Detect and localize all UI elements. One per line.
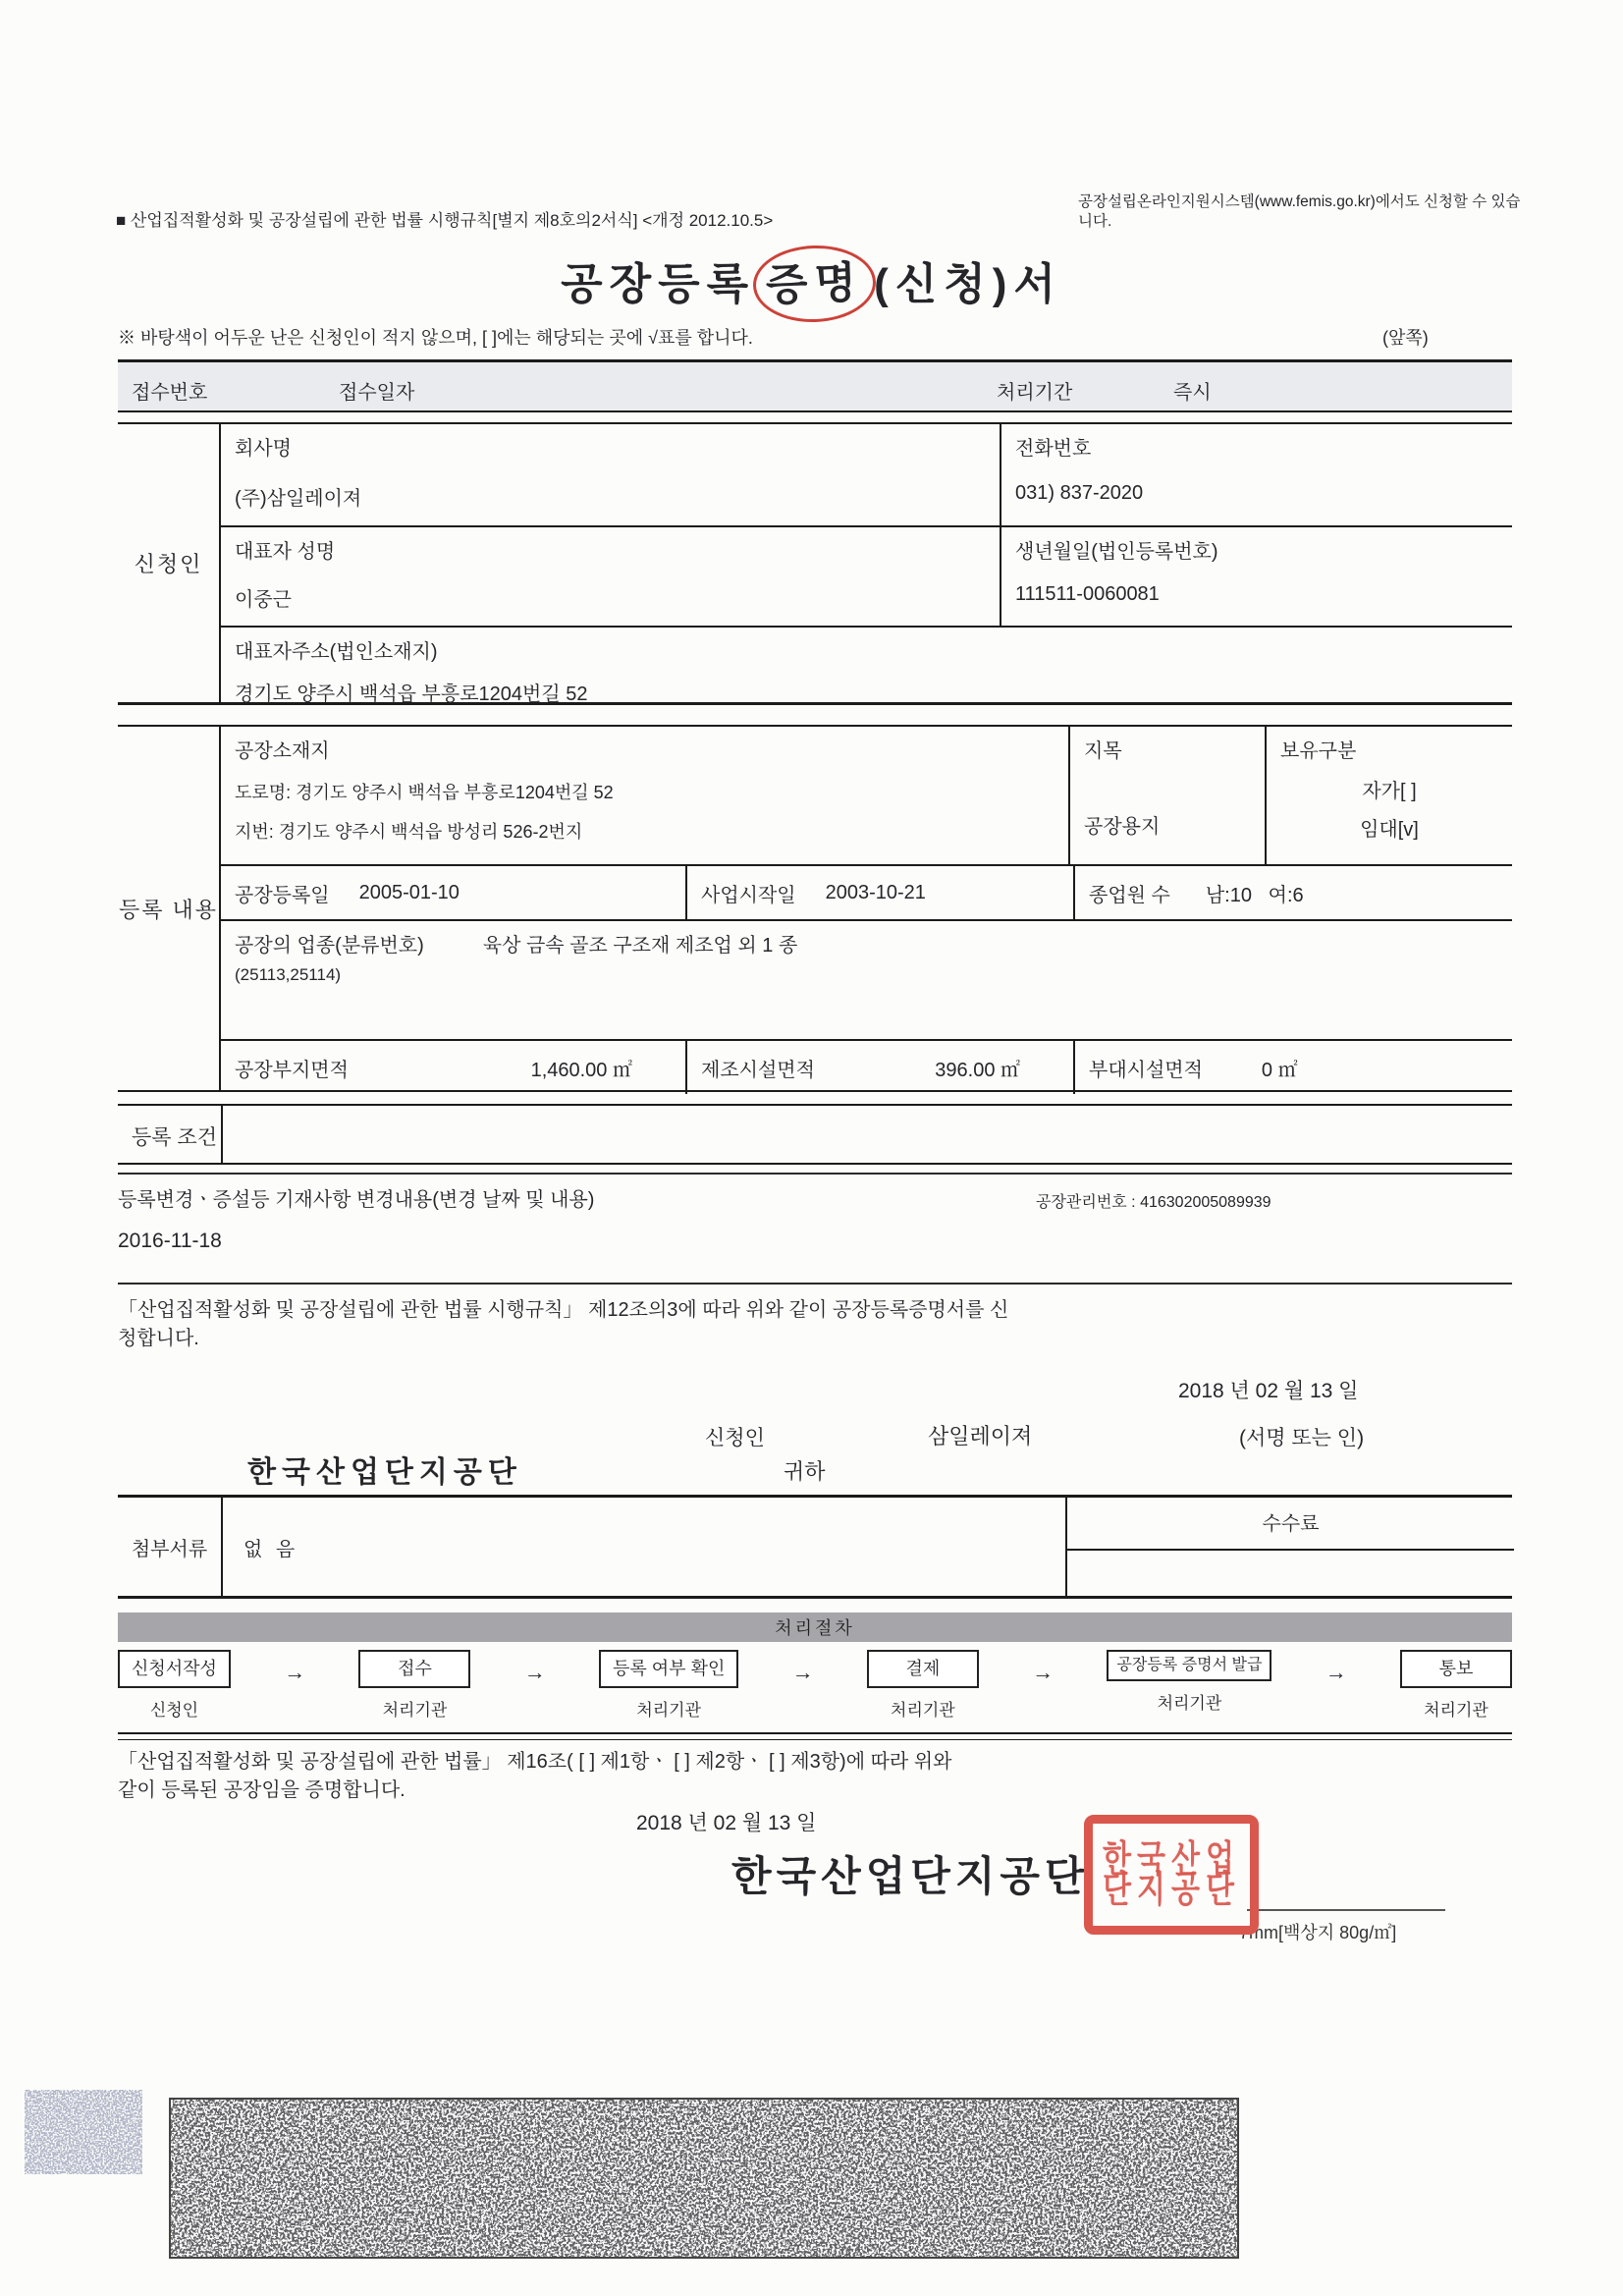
process-step-actor: 처리기관: [891, 1700, 955, 1720]
process-step-3: [599, 1650, 738, 1721]
form-reference-text: ■ 산업집적활성화 및 공장설립에 관한 법률 시행규칙[별지 제8호의2서식] <개정 2012.10.5>: [116, 211, 774, 230]
divider: [1067, 1549, 1514, 1551]
application-date: 2018 년 02 월 13 일: [1178, 1380, 1359, 1402]
paper-spec-text: 7mm[백상지 80g/㎡]: [1239, 1923, 1397, 1942]
registration-conditions-row: [118, 1104, 1512, 1165]
ceo-name-label: 대표자 성명: [235, 541, 336, 563]
site-area-value: 1,460.00 ㎡: [530, 1059, 632, 1081]
certification-statement-line1: 「산업집적활성화 및 공장설립에 관한 법률」 제16조( [ ] 제1항ㆍ [ ] 제2항ㆍ [ ] 제3항)에 따라 위와: [118, 1751, 952, 1773]
divider: [118, 1173, 1512, 1175]
recipient-honorific: 귀하: [784, 1459, 826, 1484]
birth-corpno-value: 111511-0060081: [1015, 583, 1160, 605]
industry-label: 공장의 업종(분류번호): [235, 935, 424, 957]
process-step-6: [1400, 1650, 1512, 1721]
applicant-name: 삼일레이져: [928, 1424, 1033, 1449]
divider: [118, 1283, 1512, 1285]
scan-artifact-block: [25, 2090, 142, 2174]
divider: [118, 1739, 1512, 1740]
fee-column: [1065, 1498, 1514, 1596]
process-step-5: [1107, 1650, 1271, 1714]
process-step-1: [118, 1650, 231, 1721]
ceo-name-value: 이중근: [235, 589, 292, 611]
process-header-bar: 처리절차: [118, 1613, 1512, 1642]
aux-area-label: 부대시설면적: [1089, 1059, 1203, 1081]
site-area-label: 공장부지면적: [235, 1059, 349, 1081]
phone-value: 031) 837-2020: [1015, 482, 1144, 504]
receipt-date-label: 접수일자: [339, 382, 415, 404]
processing-period-value: 즉시: [1173, 382, 1212, 404]
birth-corpno-label: 생년월일(법인등록번호): [1015, 541, 1218, 563]
certification-date: 2018 년 02 월 13 일: [636, 1812, 817, 1834]
divider: [1247, 1909, 1445, 1911]
biz-start-label: 사업시작일: [701, 884, 796, 906]
seal-text-row: 한국산업: [1103, 1838, 1240, 1880]
title-post: (신청)서: [874, 260, 1062, 308]
industry-value: 육상 금속 골조 구조재 제조업 외 1 종: [482, 935, 798, 957]
process-step-actor: 처리기관: [636, 1700, 702, 1720]
divider: [221, 1106, 223, 1163]
applicant-label: 신청인: [705, 1427, 765, 1449]
registration-conditions-label: 등록 조건: [132, 1126, 217, 1149]
attachments-value: 없 음: [243, 1539, 299, 1560]
process-flow: [118, 1650, 1512, 1732]
arrow-right-icon: →: [1032, 1660, 1055, 1684]
ownership-own: 자가[ ]: [1362, 781, 1417, 802]
certification-statement: [118, 1748, 1522, 1805]
process-step-box: 결제: [867, 1650, 979, 1688]
mfg-area-value: 396.00 ㎡: [935, 1059, 1020, 1081]
applicant-section-label: 신청인: [118, 424, 221, 702]
document-title: [0, 246, 1623, 322]
process-step-2: [358, 1650, 470, 1721]
process-step-actor: 신청인: [149, 1700, 199, 1720]
seal-text-row: 단지공단: [1103, 1869, 1240, 1911]
title-pre: 공장등록: [561, 260, 756, 308]
reception-row: [118, 359, 1512, 412]
mfg-area-label: 제조시설면적: [701, 1059, 815, 1081]
ceo-address-value: 경기도 양주시 백석읍 부흥로1204번길 52: [235, 683, 588, 705]
process-step-box: 접수: [358, 1650, 470, 1688]
fee-label: 수수료: [1262, 1513, 1320, 1535]
changes-label: 등록변경ㆍ증설등 기재사항 변경내용(변경 날짜 및 내용): [118, 1189, 595, 1211]
issuer-organization: 한국산업단지공단: [731, 1853, 1090, 1899]
jibun-address: 지번: 경기도 양주시 백석읍 방성리 526-2번지: [235, 822, 583, 842]
phone-label: 전화번호: [1015, 438, 1092, 460]
factory-management-number: 공장관리번호 : 416302005089939: [1036, 1194, 1271, 1211]
signature-or-seal-label: (서명 또는 인): [1239, 1427, 1365, 1449]
official-seal-stamp: [1084, 1815, 1259, 1935]
process-step-box: 공장등록 증명서 발급: [1107, 1650, 1271, 1681]
land-category-label: 지목: [1084, 740, 1122, 762]
ownership-label: 보유구분: [1280, 740, 1357, 762]
industry-codes: (25113,25114): [235, 965, 342, 984]
factory-location-label: 공장소재지: [235, 740, 330, 762]
arrow-right-icon: →: [791, 1660, 814, 1684]
fill-instruction-note: ※ 바탕색이 어두운 난은 신청인이 적지 않으며, [ ]에는 해당되는 곳에 √표를 합니다.: [118, 328, 753, 348]
arrow-right-icon: →: [523, 1660, 546, 1684]
reg-date-label: 공장등록일: [235, 884, 330, 906]
process-step-box: 등록 여부 확인: [599, 1650, 738, 1688]
company-name-label: 회사명: [235, 438, 292, 460]
applicant-section: [118, 422, 1512, 705]
process-step-actor: 처리기관: [1157, 1694, 1222, 1714]
employees-value: 남:10 여:6: [1205, 884, 1304, 906]
process-step-4: [867, 1650, 979, 1721]
reg-date-value: 2005-01-10: [358, 881, 460, 903]
front-side-label: (앞쪽): [1382, 328, 1429, 348]
application-statement: [118, 1296, 1522, 1353]
processing-period-label: 처리기간: [997, 382, 1073, 404]
ceo-address-label: 대표자주소(법인소재지): [235, 641, 438, 663]
arrow-right-icon: →: [1325, 1660, 1347, 1684]
certification-statement-line2: 같이 등록된 공장임을 증명합니다.: [118, 1779, 406, 1801]
application-statement-line1: 「산업집적활성화 및 공장설립에 관한 법률 시행규칙」 제12조의3에 따라 위와 같이 공장등록증명서를 신: [118, 1299, 1009, 1321]
change-date: 2016-11-18: [118, 1230, 222, 1252]
attachments-table: [118, 1495, 1512, 1599]
road-address: 도로명: 경기도 양주시 백석읍 부흥로1204번길 52: [235, 783, 614, 802]
online-system-notice: 공장설립온라인지원시스템(www.femis.go.kr)에서도 신청할 수 있습니다.: [1078, 193, 1521, 231]
arrow-right-icon: →: [284, 1660, 306, 1684]
process-step-actor: 처리기관: [1424, 1700, 1488, 1720]
receipt-no-label: 접수번호: [132, 382, 208, 404]
recipient-organization: 한국산업단지공단: [247, 1456, 522, 1489]
divider: [118, 1732, 1512, 1734]
registration-section-label: 등록 내용: [118, 727, 221, 1090]
aux-area-value: 0 ㎡: [1261, 1059, 1298, 1081]
land-category-value: 공장용지: [1084, 816, 1161, 838]
attachments-label: 첨부서류: [118, 1498, 223, 1596]
biz-start-value: 2003-10-21: [825, 881, 926, 903]
scan-noise-band: [169, 2098, 1239, 2259]
application-statement-line2: 청합니다.: [118, 1328, 199, 1349]
process-step-box: 통보: [1400, 1650, 1512, 1688]
red-circle-annotation: 증명: [752, 244, 878, 324]
company-name-value: (주)삼일레이져: [235, 488, 362, 510]
employees-label: 종업원 수: [1089, 884, 1170, 906]
process-step-box: 신청서작성: [118, 1650, 231, 1688]
ownership-lease: 임대[v]: [1360, 819, 1419, 841]
registration-section: [118, 725, 1512, 1092]
process-step-actor: 처리기관: [382, 1700, 448, 1720]
